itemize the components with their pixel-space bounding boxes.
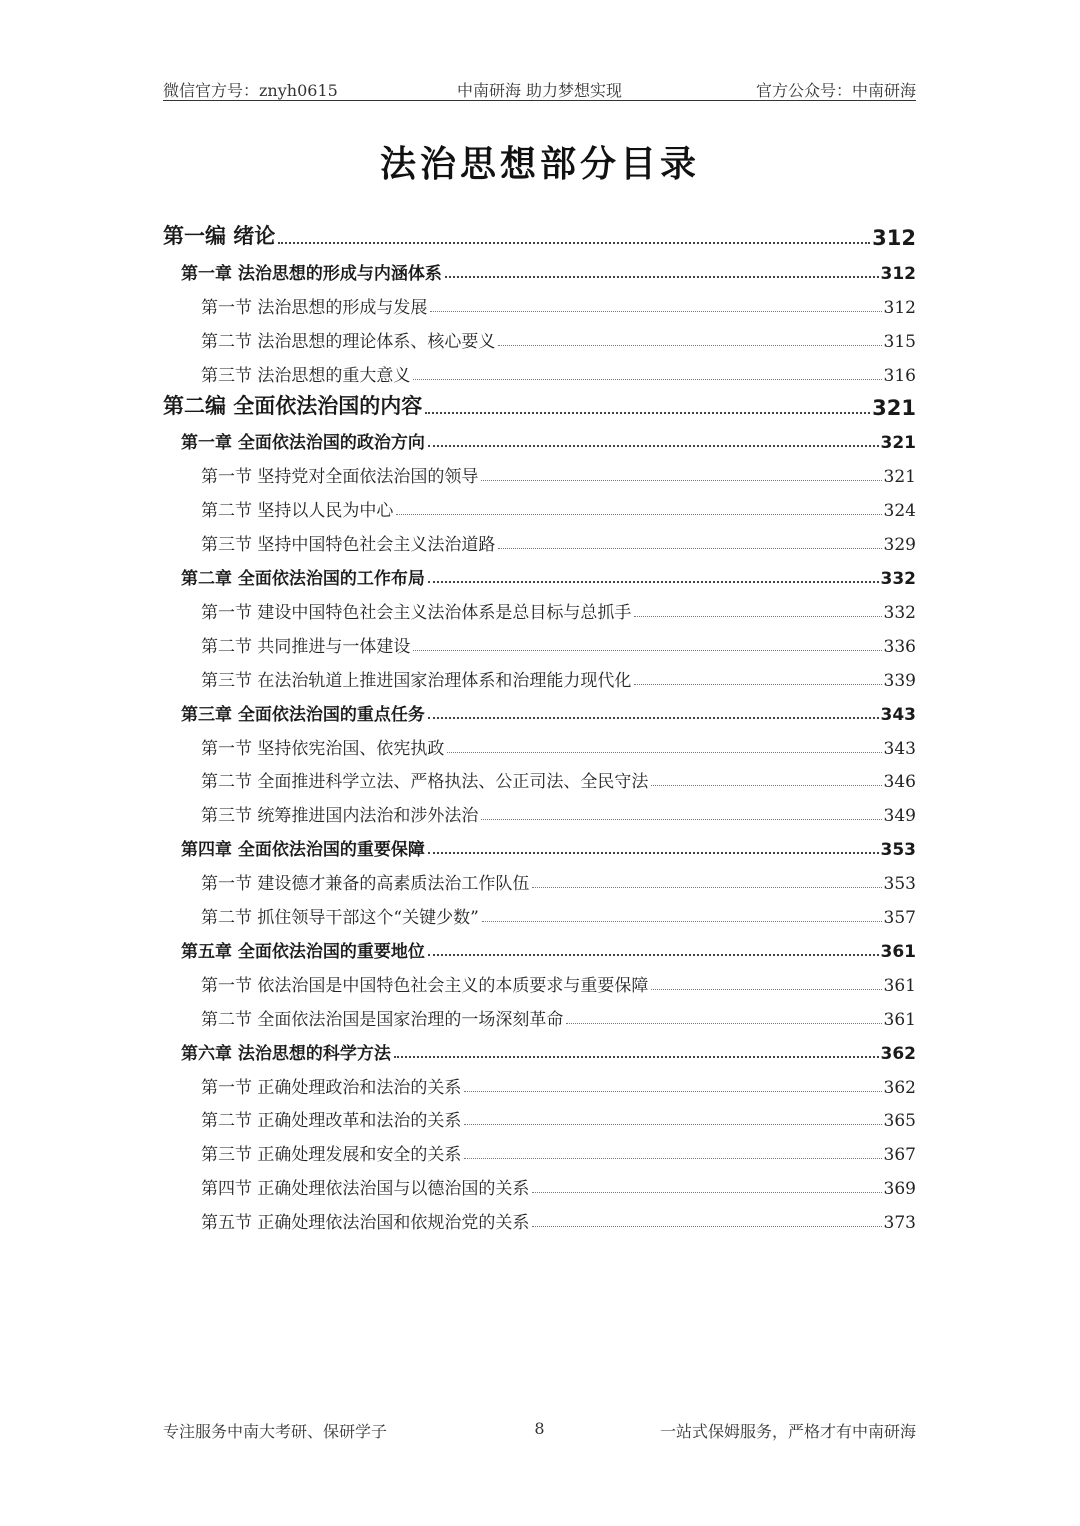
dot-leader (430, 309, 881, 312)
toc-entry-label: 第一章 法治思想的形成与内涵体系 (181, 263, 442, 284)
toc-entry-page: 321 (880, 433, 916, 454)
dot-leader (532, 885, 881, 888)
header-slogan: 中南研海 助力梦想实现 (456, 81, 623, 100)
toc-entry-page: 339 (883, 670, 916, 691)
dot-leader (396, 512, 881, 515)
toc-section[interactable] (0, 1064, 916, 1098)
page-number: 8 (534, 1419, 545, 1438)
toc-chapter[interactable] (0, 928, 916, 962)
toc-entry-page: 373 (883, 1213, 916, 1234)
toc-entry-label: 第四节 正确处理依法治国与以德治国的关系 (201, 1179, 530, 1200)
toc-section[interactable] (0, 725, 916, 759)
toc-section[interactable] (0, 623, 916, 657)
toc-entry-label: 第二节 法治思想的理论体系、核心要义 (201, 331, 496, 352)
dot-leader (445, 274, 879, 278)
toc-chapter[interactable] (0, 419, 916, 453)
toc-entry-page: 312 (880, 263, 916, 284)
toc-entry-page: 353 (883, 874, 916, 895)
toc-entry-label: 第一节 坚持党对全面依法治国的领导 (201, 467, 479, 488)
toc-entry-label: 第一节 正确处理政治和法治的关系 (201, 1077, 462, 1098)
toc-section[interactable] (0, 758, 916, 792)
dot-leader (634, 614, 881, 617)
dot-leader (651, 783, 881, 786)
toc-entry-page: 361 (883, 975, 916, 996)
toc-entry-label: 第五章 全面依法治国的重要地位 (181, 941, 425, 962)
toc-entry-page: 361 (880, 941, 916, 962)
page-footer (163, 1419, 916, 1441)
dot-leader (498, 546, 881, 549)
toc-entry-label: 第三节 统筹推进国内法治和涉外法治 (201, 806, 479, 827)
toc-entry-label: 第一节 法治思想的形成与发展 (201, 297, 428, 318)
toc-entry-label: 第二节 抓住领导干部这个“关键少数” (201, 908, 479, 928)
toc-section[interactable] (0, 1131, 916, 1165)
dot-leader (532, 1224, 881, 1227)
toc-section[interactable] (0, 792, 916, 826)
toc-entry-page: 349 (883, 806, 916, 827)
toc-chapter[interactable] (0, 555, 916, 589)
toc-section[interactable] (0, 521, 916, 555)
toc-entry-page: 336 (883, 636, 916, 657)
dot-leader (413, 377, 881, 380)
dot-leader (447, 750, 881, 753)
toc-chapter[interactable] (0, 826, 916, 860)
dot-leader (481, 478, 881, 481)
dot-leader (566, 1021, 881, 1024)
toc-part[interactable] (0, 216, 916, 250)
toc-entry-page: 332 (880, 569, 916, 589)
dot-leader (464, 1156, 881, 1159)
toc-section[interactable] (0, 284, 916, 318)
toc-entry-page: 357 (883, 908, 916, 928)
toc-entry-label: 第四章 全面依法治国的重要保障 (181, 840, 425, 861)
dot-leader (464, 1089, 881, 1092)
toc-entry-label: 第一编 绪论 (163, 224, 276, 248)
footer-tagline: 专注服务中南大考研、保研学子 (163, 1422, 388, 1441)
header-wechat-id: 微信官方号：znyh0615 (163, 81, 338, 100)
toc-entry-label: 第三节 在法治轨道上推进国家治理体系和治理能力现代化 (201, 670, 632, 691)
toc-entry-label: 第二节 全面依法治国是国家治理的一场深刻革命 (201, 1009, 564, 1030)
toc-entry-label: 第二节 坚持以人民为中心 (201, 501, 394, 522)
toc-section[interactable] (0, 352, 916, 386)
toc-entry-page: 312 (872, 226, 916, 250)
toc-entry-label: 第二节 正确处理改革和法治的关系 (201, 1111, 462, 1132)
toc-entry-label: 第二章 全面依法治国的工作布局 (181, 569, 425, 589)
toc-entry-page: 367 (883, 1145, 916, 1166)
toc-entry-label: 第三节 正确处理发展和安全的关系 (201, 1145, 462, 1166)
toc-entry-label: 第六章 法治思想的科学方法 (181, 1043, 391, 1064)
dot-leader (498, 343, 881, 346)
dot-leader (481, 817, 881, 820)
toc-section[interactable] (0, 318, 916, 352)
dot-leader (413, 648, 881, 651)
toc-section[interactable] (0, 962, 916, 996)
toc-section[interactable] (0, 657, 916, 691)
toc-entry-label: 第一节 建设中国特色社会主义法治体系是总目标与总抓手 (201, 602, 632, 623)
dot-leader (428, 952, 879, 956)
toc-entry-page: 362 (880, 1043, 916, 1064)
toc-section[interactable] (0, 487, 916, 521)
toc-entry-page: 315 (883, 331, 916, 352)
dot-leader (532, 1190, 881, 1193)
toc-entry-label: 第一节 坚持依宪治国、依宪执政 (201, 738, 445, 759)
toc-entry-page: 343 (883, 738, 916, 759)
toc-entry-page: 343 (880, 704, 916, 725)
toc-part[interactable] (0, 386, 916, 420)
toc-section[interactable] (0, 996, 916, 1030)
page-title: 法治思想部分目录 (379, 144, 700, 185)
header-official-account: 官方公众号：中南研海 (755, 81, 916, 100)
toc-entry-label: 第一节 建设德才兼备的高素质法治工作队伍 (201, 874, 530, 895)
toc-entry-page: 321 (872, 395, 916, 420)
toc-entry-label: 第五节 正确处理依法治国和依规治党的关系 (201, 1213, 530, 1234)
dot-leader (482, 919, 882, 922)
toc-section[interactable] (0, 894, 916, 928)
toc-entry-label: 第三章 全面依法治国的重点任务 (181, 704, 425, 725)
toc-entry-label: 第三节 法治思想的重大意义 (201, 365, 411, 386)
toc-section[interactable] (0, 1199, 916, 1233)
dot-leader (278, 240, 870, 244)
dot-leader (651, 987, 881, 990)
toc-section[interactable] (0, 1165, 916, 1199)
toc-section[interactable] (0, 860, 916, 894)
toc-entry-label: 第一章 全面依法治国的政治方向 (181, 433, 425, 454)
dot-leader (428, 715, 879, 719)
dot-leader (425, 410, 870, 414)
toc-entry-page: 353 (880, 840, 916, 861)
dot-leader (428, 579, 879, 583)
toc-entry-page: 321 (883, 467, 916, 488)
dot-leader (428, 850, 879, 854)
toc-section[interactable] (0, 1097, 916, 1131)
toc-chapter[interactable] (0, 691, 916, 725)
toc-entry-page: 332 (883, 602, 916, 623)
toc-section[interactable] (0, 589, 916, 623)
toc-entry-page: 369 (883, 1179, 916, 1200)
footer-service: 一站式保姆服务，严格才有中南研海 (659, 1422, 916, 1441)
page-header (163, 78, 916, 101)
toc-entry-page: 361 (883, 1009, 916, 1030)
toc-entry-page: 324 (883, 501, 916, 522)
toc-entry-page: 365 (883, 1111, 916, 1132)
toc-entry-label: 第二编 全面依法治国的内容 (163, 393, 423, 418)
toc-chapter[interactable] (0, 250, 916, 284)
toc-entry-page: 316 (883, 365, 916, 386)
toc-entry-page: 312 (883, 297, 916, 318)
toc-entry-page: 329 (883, 535, 916, 556)
toc-chapter[interactable] (0, 1030, 916, 1064)
toc-entry-label: 第三节 坚持中国特色社会主义法治道路 (201, 535, 496, 556)
dot-leader (428, 443, 879, 447)
toc-entry-label: 第二节 共同推进与一体建设 (201, 636, 411, 657)
toc-entry-label: 第二节 全面推进科学立法、严格执法、公正司法、全民守法 (201, 772, 649, 793)
dot-leader (394, 1054, 879, 1058)
toc-entry-page: 362 (883, 1077, 916, 1098)
dot-leader (634, 682, 881, 685)
toc-entry-label: 第一节 依法治国是中国特色社会主义的本质要求与重要保障 (201, 975, 649, 996)
dot-leader (464, 1122, 881, 1125)
toc-entry-page: 346 (883, 772, 916, 793)
toc-section[interactable] (0, 453, 916, 487)
